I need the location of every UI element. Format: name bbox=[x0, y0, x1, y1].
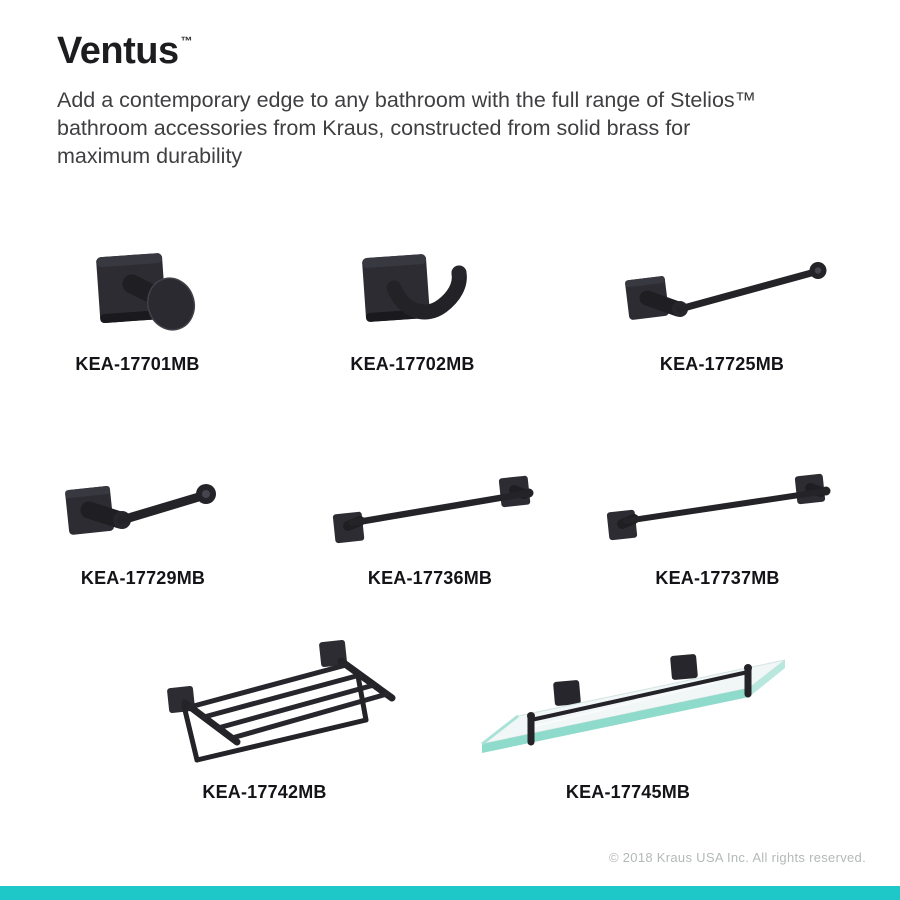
toilet-paper-holder-icon bbox=[48, 452, 238, 564]
product-model-label: KEA-17745MB bbox=[565, 782, 691, 802]
towel-bar-long-icon bbox=[590, 452, 845, 564]
description-line: bathroom accessories from Kraus, constructed from solid brass for bbox=[57, 116, 691, 140]
product-model-label: KEA-17737MB bbox=[655, 568, 780, 588]
towel-holder-icon bbox=[598, 238, 846, 350]
product-model-label: KEA-17701MB bbox=[75, 354, 200, 374]
product-model-label: KEA-17702MB bbox=[350, 354, 475, 374]
product-model-label: KEA-17729MB bbox=[80, 568, 206, 588]
towel-rack-shelf-icon bbox=[102, 636, 427, 778]
product-card bbox=[448, 636, 808, 803]
towel-bar-icon bbox=[310, 452, 550, 564]
trademark-symbol: ™ bbox=[180, 34, 193, 49]
robe-hook-curved-icon bbox=[330, 238, 495, 350]
product-model-label: KEA-17736MB bbox=[367, 568, 493, 588]
product-card bbox=[55, 238, 220, 375]
product-model-label: KEA-17742MB bbox=[202, 782, 327, 802]
glass-shelf-icon bbox=[448, 636, 808, 778]
product-card bbox=[330, 238, 495, 375]
description-line: maximum durability bbox=[57, 144, 243, 168]
product-model-label: KEA-17725MB bbox=[659, 354, 785, 374]
product-card bbox=[598, 238, 846, 375]
product-card bbox=[48, 452, 238, 589]
product-card bbox=[310, 452, 550, 589]
page-title bbox=[57, 30, 193, 73]
product-card bbox=[102, 636, 427, 803]
brand-name: Ventus bbox=[57, 30, 179, 72]
description-line: Add a contemporary edge to any bathroom with the full range of Stelios™ bbox=[57, 88, 757, 112]
copyright-text: © 2018 Kraus USA Inc. All rights reserved. bbox=[608, 850, 866, 865]
footer-accent-bar bbox=[0, 886, 900, 900]
product-description bbox=[57, 86, 857, 170]
product-card bbox=[590, 452, 845, 589]
robe-hook-knob-icon bbox=[55, 238, 220, 350]
